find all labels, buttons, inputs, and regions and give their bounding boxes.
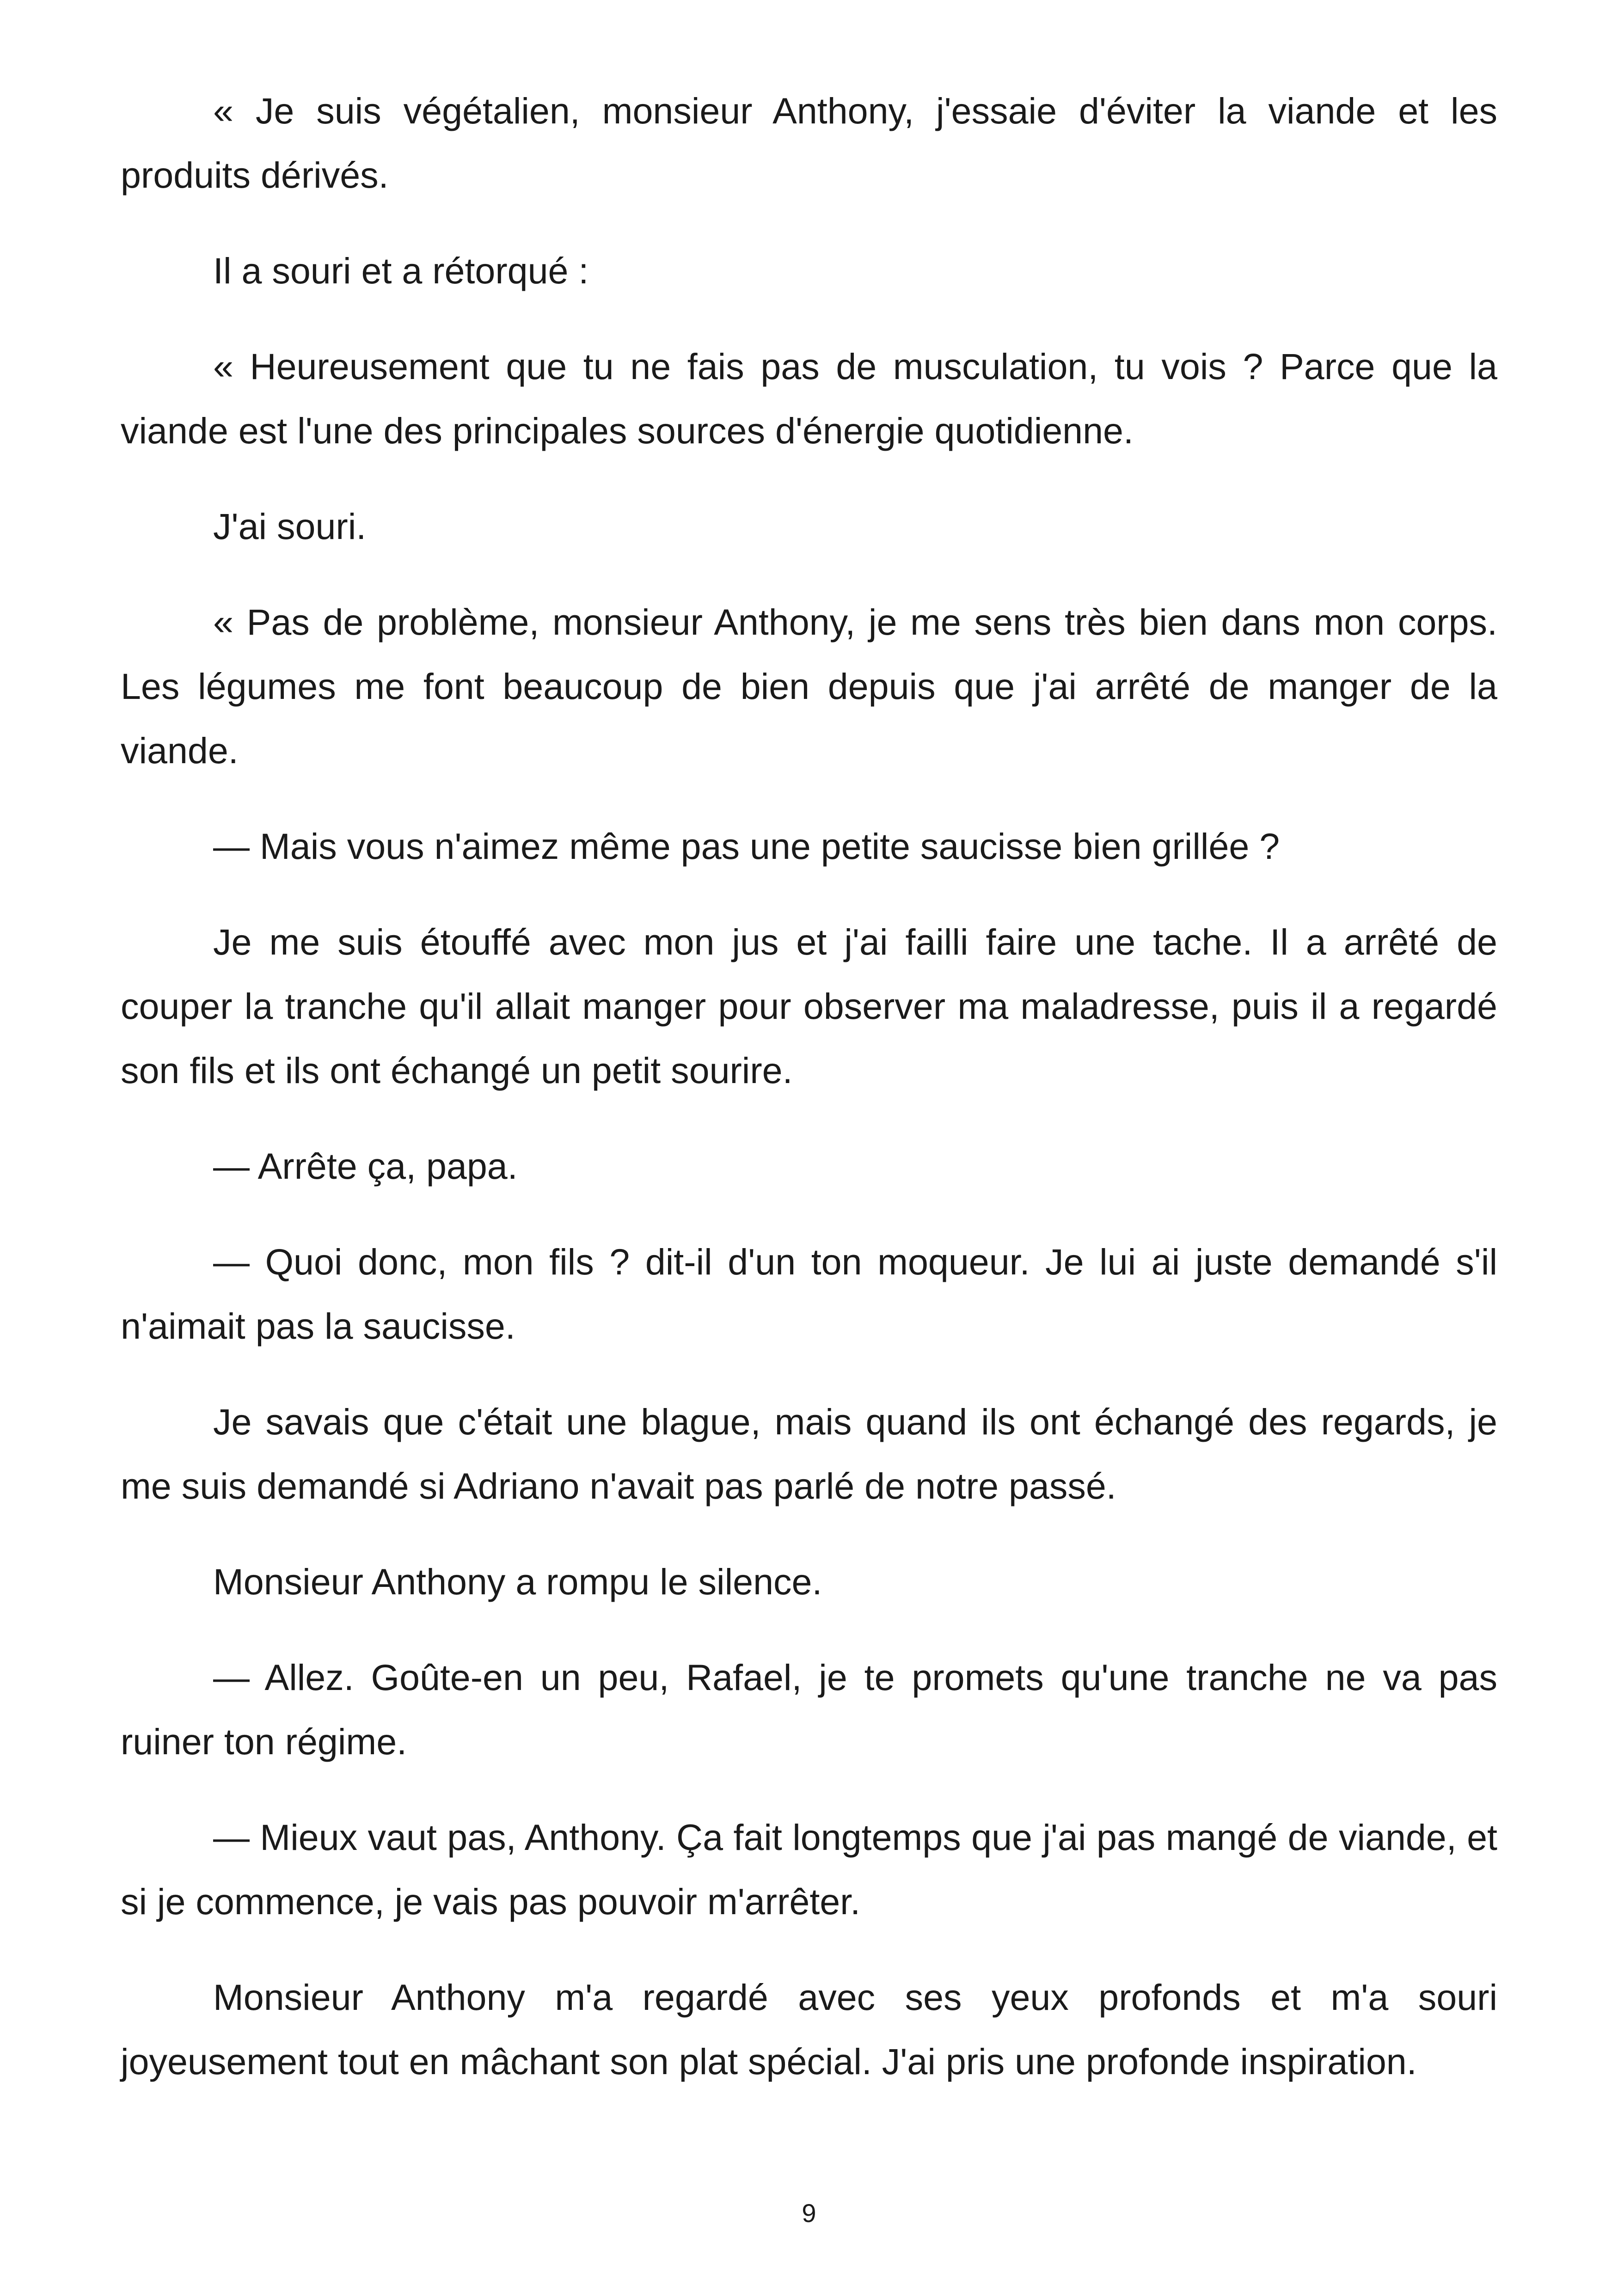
paragraph: « Pas de problème, monsieur Anthony, je me sens très bien dans mon corps. Les légumes me font beaucoup de bien depuis que j'ai arrêté de manger de la viande. bbox=[121, 601, 1497, 771]
paragraph: — Mieux vaut pas, Anthony. Ça fait longtemps que j'ai pas mangé de viande, et si je commence, je vais pas pouvoir m'arrêter. bbox=[121, 1817, 1497, 1922]
paragraph: Je me suis étouffé avec mon jus et j'ai failli faire une tache. Il a arrêté de couper la tranche qu'il allait manger pour observer ma maladresse, puis il a regardé son fils et ils ont échangé un petit sourire. bbox=[121, 921, 1497, 1091]
paragraph: — Allez. Goûte-en un peu, Rafael, je te promets qu'une tranche ne va pas ruiner ton régime. bbox=[121, 1657, 1497, 1762]
paragraph: — Arrête ça, papa. bbox=[213, 1145, 518, 1187]
page-number: 9 bbox=[802, 2198, 816, 2228]
paragraph: Je savais que c'était une blague, mais quand ils ont échangé des regards, je me suis demandé si Adriano n'avait pas parlé de notre passé. bbox=[121, 1401, 1497, 1506]
paragraph: « Heureusement que tu ne fais pas de musculation, tu vois ? Parce que la viande est l'une des principales sources d'énergie quotidienne. bbox=[121, 346, 1497, 451]
paragraph: — Quoi donc, mon fils ? dit-il d'un ton moqueur. Je lui ai juste demandé s'il n'aimait pas la saucisse. bbox=[121, 1241, 1497, 1347]
paragraph: — Mais vous n'aimez même pas une petite saucisse bien grillée ? bbox=[213, 826, 1280, 867]
body-text bbox=[121, 79, 1497, 2125]
paragraph: Monsieur Anthony m'a regardé avec ses yeux profonds et m'a souri joyeusement tout en mâchant son plat spécial. J'ai pris une profonde inspiration. bbox=[121, 1977, 1497, 2082]
paragraph: Monsieur Anthony a rompu le silence. bbox=[213, 1561, 822, 1602]
paragraph: J'ai souri. bbox=[213, 506, 367, 547]
paragraph: « Je suis végétalien, monsieur Anthony, j'essaie d'éviter la viande et les produits dérivés. bbox=[121, 90, 1497, 196]
paragraph: Il a souri et a rétorqué : bbox=[213, 250, 589, 291]
